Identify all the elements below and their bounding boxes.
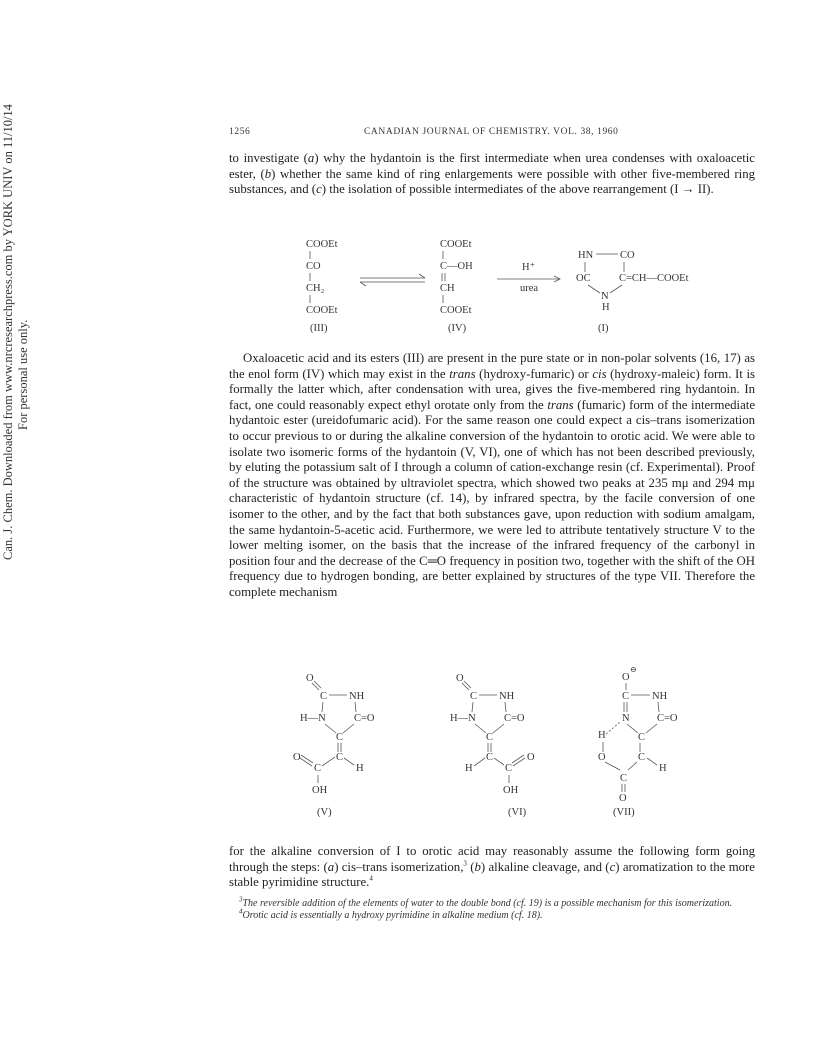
compound-V — [293, 673, 375, 818]
atom-c: C — [620, 773, 628, 784]
atom-h: H — [659, 763, 667, 774]
atom-c6: C — [638, 752, 646, 763]
arrow-head — [360, 282, 366, 286]
text: ) why the hydantoin is the first intermediate when urea condenses with oxaloacetic ester, ( — [229, 151, 755, 181]
footnote-4 — [229, 907, 755, 922]
atom-nh: NH — [349, 691, 365, 702]
bond — [343, 724, 354, 733]
atom-h: H — [602, 302, 610, 313]
footnotes — [229, 895, 755, 921]
compound-label: (IV) — [448, 323, 467, 334]
bond — [474, 758, 485, 766]
journal-title: CANADIAN JOURNAL OF CHEMISTRY. VOL. 38, 1960 — [364, 127, 619, 137]
compound-VI — [450, 673, 535, 818]
atom-o: O — [598, 752, 606, 763]
emphasis-trans: trans — [449, 366, 476, 381]
text: (hydroxy-maleic) form. It is formally the latter which, after condensation with urea, gives the five-membered ring hydantoin. In fact, one could reasonably expect ethyl orotate only from the — [229, 366, 756, 412]
footnote-ref-4: 4 — [369, 874, 373, 883]
paragraph-discussion — [229, 351, 755, 601]
atom-co: C=O — [354, 713, 375, 724]
label-cooet: COOEt — [306, 239, 338, 250]
footnote-text: The reversible addition of the elements of water to the double bond (cf. 19) is a possible mechanism for this isomerization. — [242, 898, 733, 909]
atom-n: N — [622, 713, 630, 724]
atom-co: CO — [620, 250, 635, 261]
emphasis-cis: cis — [592, 366, 607, 381]
atom-oh: OH — [312, 785, 328, 796]
bond — [512, 755, 524, 763]
compound-I — [576, 250, 689, 334]
footnote-text: Orotic acid is essentially a hydroxy pyrimidine in alkaline medium (cf. 18). — [242, 909, 543, 921]
bond — [314, 681, 321, 688]
text: Oxaloacetic acid and its esters (III) are present in the pure state or in non-polar solvents (16, 17) as the enol form (IV) which may exist in the — [229, 351, 755, 381]
atom-h: H — [465, 763, 473, 774]
atom-oc: OC — [576, 273, 591, 284]
bond — [301, 755, 313, 763]
text: ) whether the same kind of ring enlargements were possible with other five-membered ring substances, and ( — [229, 166, 755, 197]
item-b: b — [474, 859, 481, 874]
bond — [344, 758, 354, 765]
page-number: 1256 — [229, 127, 251, 137]
text: (fumaric) form of the intermediate hydantoic ester (ureidofumaric acid). For the same reason one could expect a cis–trans isomerization to occur previous to or during the alkaline conversion of the hydantoin to orotic acid. We were able to isolate two isomeric forms of the hydantoin (V, VI), one of which has not been described previously, by eluting the potassium salt of I through a column of cation-exchange resin (cf. Experimental). Proof of the structure was obtained by ultraviolet spectra, which showed two peaks at 235 mμ and 294 mμ characteristic of hydantoin structure (cf. 14), by infrared spectra, by the facile conversion of one isomer to the other, and by the fact that both substances gave, upon reduction with sodium amalgam, the same hydantoin-5-acetic acid. Furthermore, we were led to attribute tentatively structure V to the lower melting isomer, on the basis that the increase of the infrared frequency of the carbonyl in position four and the decrease of the C═O frequency in position two, together with the shift of the OH frequency due to hydrogen bonding, are better explained by structures of the type VII. Therefore the complete mechanism — [229, 397, 755, 599]
atom-o: O — [306, 673, 314, 684]
atom-c: C — [314, 763, 322, 774]
label-ch: CH — [440, 283, 455, 294]
atom-co: C=O — [657, 713, 678, 724]
atom-c: C — [505, 763, 513, 774]
negative-charge: ⊖ — [630, 665, 637, 674]
bond — [300, 758, 312, 766]
bond — [628, 762, 637, 770]
atom-oh: OH — [503, 785, 519, 796]
text: ) aromatization to the more stable pyrimidine structure. — [229, 859, 755, 890]
footnote-mark: 3 — [239, 895, 243, 904]
watermark-line-2: For personal use only. — [16, 319, 30, 430]
paragraph-mechanism — [229, 844, 755, 891]
atom-h: H — [598, 730, 606, 741]
bond — [462, 683, 469, 690]
emphasis-trans: trans — [547, 397, 574, 412]
atom-h: H — [356, 763, 364, 774]
atom-hn: H—N — [300, 713, 326, 724]
bond — [472, 702, 473, 712]
compound-IV — [440, 239, 473, 334]
atom-c: C — [622, 691, 630, 702]
item-b: b — [264, 166, 272, 181]
item-a: a — [327, 859, 335, 874]
bond — [312, 683, 319, 690]
bond — [464, 681, 471, 688]
compound-label: (VI) — [508, 807, 527, 818]
text: for the alkaline conversion of I to orotic acid may reasonably assume the following form going through the steps: ( — [229, 844, 755, 874]
atom-c5: C — [336, 732, 344, 743]
compound-label: (V) — [317, 807, 332, 818]
footnote-ref-3: 3 — [463, 859, 467, 868]
atom-c5: C — [486, 732, 494, 743]
text: to investigate ( — [229, 151, 308, 165]
bond — [605, 762, 620, 770]
atom-c5: C — [638, 732, 646, 743]
watermark-line-1: Can. J. Chem. Downloaded from www.nrcresearchpress.com by YORK UNIV on 11/10/14 — [1, 104, 15, 560]
text: ) the isolation of possible intermediates of the above rearrangement (I → II). — [321, 182, 714, 197]
atom-c: C — [470, 691, 478, 702]
text: ) cis–trans isomerization, — [334, 859, 464, 874]
atom-o: O — [619, 793, 627, 804]
bond — [322, 702, 323, 712]
atom-o: O — [293, 752, 301, 763]
label-ch2: CH₂ — [306, 283, 325, 294]
atom-n: N — [601, 291, 609, 302]
atom-c6: C — [486, 752, 494, 763]
bond — [627, 724, 638, 733]
label-cooet: COOEt — [440, 305, 472, 316]
item-c: c — [316, 182, 322, 197]
atom-o: O — [527, 752, 535, 763]
bond — [647, 758, 657, 765]
atom-c6: C — [336, 752, 344, 763]
text: ( — [466, 859, 475, 874]
bond — [646, 724, 657, 733]
compound-label: (III) — [310, 323, 328, 334]
bond — [505, 702, 506, 712]
atom-hn: HN — [578, 250, 594, 261]
compound-III — [306, 239, 338, 334]
bond — [658, 702, 659, 712]
atom-o: O — [622, 672, 630, 683]
text: ) alkaline cleavage, and ( — [480, 859, 610, 874]
atom-side-chain: C=CH—COOEt — [619, 273, 689, 284]
bond — [606, 722, 620, 734]
compound-label: (VII) — [613, 807, 635, 818]
bond — [610, 285, 622, 293]
label-co: CO — [306, 261, 321, 272]
reagent-acid: H⁺ — [522, 262, 536, 273]
reaction-arrow — [497, 262, 560, 294]
compound-VII — [598, 665, 678, 818]
bond — [588, 285, 600, 293]
atom-nh: NH — [499, 691, 515, 702]
bond — [322, 757, 335, 766]
compound-label: (I) — [598, 323, 609, 334]
text: (hydroxy-fumaric) or — [475, 366, 593, 381]
reagent-urea: urea — [520, 283, 539, 294]
bond — [355, 702, 356, 712]
atom-co: C=O — [504, 713, 525, 724]
bond — [325, 724, 336, 733]
atom-c: C — [320, 691, 328, 702]
label-c-oh: C—OH — [440, 261, 473, 272]
atom-o: O — [456, 673, 464, 684]
item-c: c — [609, 859, 616, 874]
arrow-head — [419, 274, 425, 278]
atom-hn: H—N — [450, 713, 476, 724]
equilibrium-arrow — [360, 274, 425, 286]
item-a: a — [307, 151, 315, 165]
bond — [475, 724, 486, 733]
atom-nh: NH — [652, 691, 668, 702]
footnote-3 — [229, 895, 755, 910]
label-cooet: COOEt — [306, 305, 338, 316]
footnote-mark: 4 — [239, 907, 243, 916]
bond — [494, 758, 504, 765]
label-cooet: COOEt — [440, 239, 472, 250]
bond — [513, 758, 525, 766]
bond — [493, 724, 504, 733]
